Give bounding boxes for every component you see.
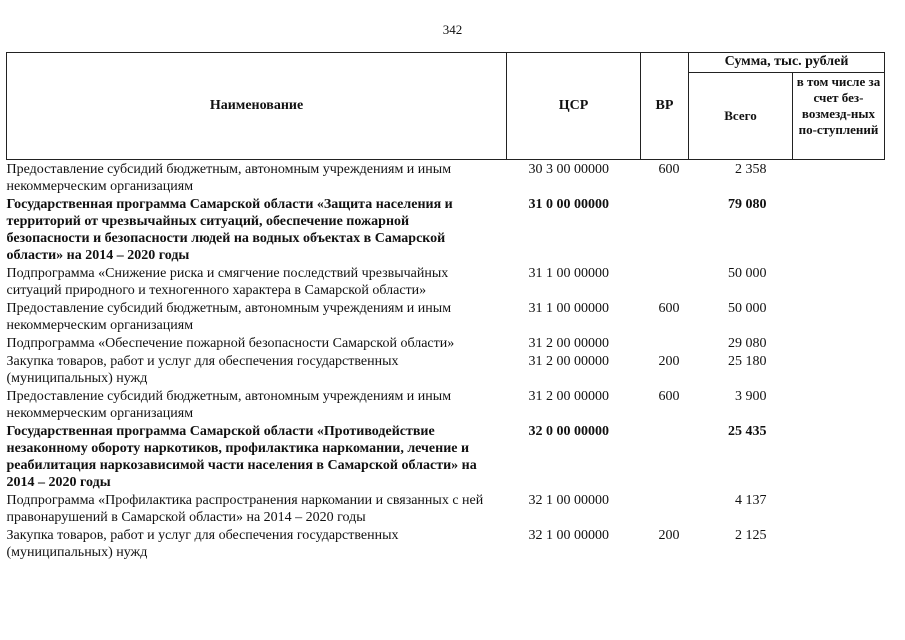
row-gratuitous (793, 299, 885, 334)
column-header-total: Всего (689, 73, 793, 160)
row-vr: 200 (658, 528, 680, 543)
row-gratuitous (793, 352, 885, 387)
column-header-name: Наименование (7, 53, 507, 160)
row-vr: 600 (658, 389, 680, 404)
row-vr (641, 491, 689, 526)
row-name: Закупка товаров, работ и услуг для обеспечения государственных (муниципальных) нужд (6, 354, 399, 386)
row-csr: 31 2 00 00000 (528, 336, 609, 351)
row-name: Предоставление субсидий бюджетным, автономным учреждениям и иным некоммерческим организациям (6, 162, 452, 194)
row-total: 29 080 (728, 336, 767, 351)
row-total: 2 358 (735, 162, 767, 177)
row-gratuitous (793, 160, 885, 196)
row-csr: 32 1 00 00000 (528, 528, 609, 543)
row-csr: 32 1 00 00000 (528, 493, 609, 508)
table-row (7, 160, 885, 196)
row-gratuitous (793, 387, 885, 422)
budget-table (6, 52, 885, 561)
table-row (7, 422, 885, 491)
row-vr: 600 (658, 162, 680, 177)
column-header-csr: ЦСР (507, 53, 641, 160)
table-row (7, 334, 885, 352)
table-row (7, 264, 885, 299)
table-row (7, 299, 885, 334)
row-csr: 32 0 00 00000 (528, 424, 609, 439)
table-row (7, 195, 885, 264)
row-total: 50 000 (728, 266, 767, 281)
row-csr: 31 2 00 00000 (528, 389, 609, 404)
table-row (7, 526, 885, 561)
row-total: 79 080 (728, 197, 767, 212)
column-header-vr: ВР (641, 53, 689, 160)
row-name: Государственная программа Самарской области «Защита населения и территорий от чрезвычайных ситуаций, обеспечение пожарной безопасности и безопасности людей на водных объектах в Самарской области» на 2014 – 2020 годы (6, 197, 453, 263)
row-gratuitous (793, 491, 885, 526)
row-name: Предоставление субсидий бюджетным, автономным учреждениям и иным некоммерческим организациям (6, 389, 452, 421)
row-csr: 31 1 00 00000 (528, 301, 609, 316)
budget-table-container (6, 52, 884, 561)
row-name: Подпрограмма «Профилактика распространения наркомании и связанных с ней правонарушений в Самарской области» на 2014 – 2020 годы (6, 493, 484, 525)
row-total: 25 180 (728, 354, 767, 369)
row-gratuitous (793, 422, 885, 491)
row-name: Подпрограмма «Обеспечение пожарной безопасности Самарской области» (6, 336, 455, 351)
row-csr: 30 3 00 00000 (528, 162, 609, 177)
row-vr (641, 195, 689, 264)
row-vr (641, 264, 689, 299)
row-vr (641, 422, 689, 491)
row-csr: 31 2 00 00000 (528, 354, 609, 369)
row-total: 2 125 (735, 528, 767, 543)
row-vr: 200 (658, 354, 680, 369)
page-number: 342 (442, 22, 463, 37)
row-gratuitous (793, 526, 885, 561)
row-gratuitous (793, 264, 885, 299)
row-total: 25 435 (728, 424, 767, 439)
row-csr: 31 0 00 00000 (528, 197, 609, 212)
row-gratuitous (793, 334, 885, 352)
row-vr: 600 (658, 301, 680, 316)
row-name: Предоставление субсидий бюджетным, автономным учреждениям и иным некоммерческим организациям (6, 301, 452, 333)
row-vr (641, 334, 689, 352)
row-total: 50 000 (728, 301, 767, 316)
column-header-sum: Сумма, тыс. рублей (689, 53, 885, 73)
row-csr: 31 1 00 00000 (528, 266, 609, 281)
row-gratuitous (793, 195, 885, 264)
row-total: 3 900 (735, 389, 767, 404)
table-row (7, 352, 885, 387)
column-header-gratuitous: в том числе за счет без-возмезд-ных по-ступлений (793, 73, 885, 160)
table-row (7, 387, 885, 422)
row-name: Закупка товаров, работ и услуг для обеспечения государственных (муниципальных) нужд (6, 528, 399, 560)
table-row (7, 491, 885, 526)
row-name: Государственная программа Самарской области «Противодействие незаконному обороту наркотиков, профилактика наркомании, лечение и реабилитация наркозависимой части населения в Самарской области» на 2014 – 2020 годы (6, 424, 477, 490)
row-total: 4 137 (735, 493, 767, 508)
row-name: Подпрограмма «Снижение риска и смягчение последствий чрезвычайных ситуаций природного и техногенного характера в Самарской области» (6, 266, 449, 298)
